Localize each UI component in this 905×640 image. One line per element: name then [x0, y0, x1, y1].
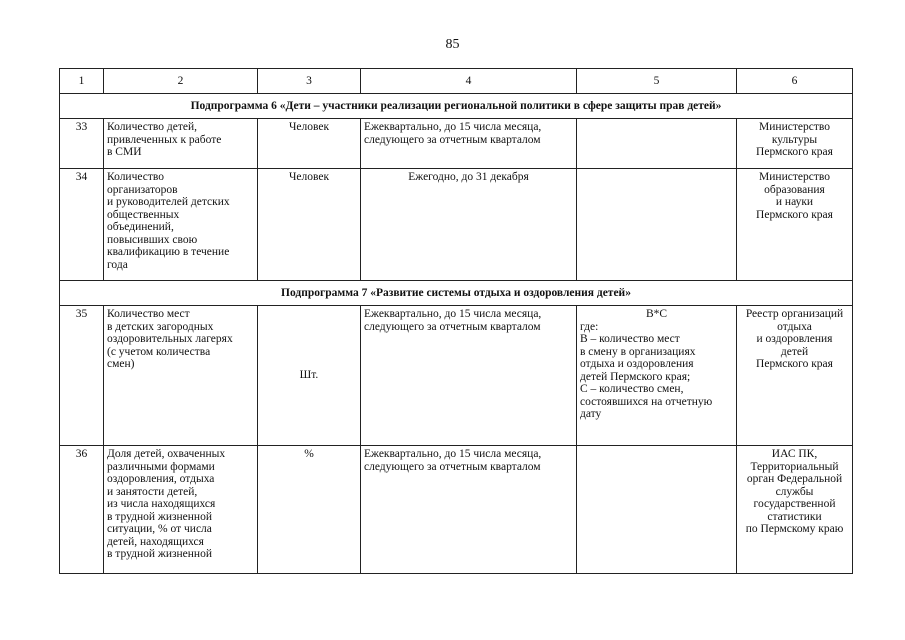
data-source: ИАС ПК, Территориальный орган Федеральной службы государственной статистики по Пермскому краю [737, 446, 853, 574]
formula [577, 169, 737, 281]
unit: Человек [258, 119, 361, 169]
column-number-3: 3 [258, 69, 361, 94]
row-number: 34 [60, 169, 104, 281]
unit: Человек [258, 169, 361, 281]
indicator-name: Количество мест в детских загородных оздоровительных лагерях (с учетом количества смен) [104, 306, 258, 446]
row-number: 33 [60, 119, 104, 169]
term: Ежегодно, до 31 декабря [361, 169, 577, 281]
term: Ежеквартально, до 15 числа месяца, следующего за отчетным кварталом [361, 306, 577, 446]
term: Ежеквартально, до 15 числа месяца, следующего за отчетным кварталом [361, 119, 577, 169]
formula [577, 119, 737, 169]
data-source: Министерство культуры Пермского края [737, 119, 853, 169]
row-number: 36 [60, 446, 104, 574]
section-row [60, 94, 853, 119]
term: Ежеквартально, до 15 числа месяца, следующего за отчетным кварталом [361, 446, 577, 574]
section-row [60, 281, 853, 306]
table-row [60, 446, 853, 574]
indicator-name: Количество детей, привлеченных к работе в СМИ [104, 119, 258, 169]
column-number-2: 2 [104, 69, 258, 94]
indicator-name: Доля детей, охваченных различными формами оздоровления, отдыха и занятости детей, из числа находящихся в трудной жизненной ситуации, % от числа детей, находящихся в трудной жизненной [104, 446, 258, 574]
column-number-6: 6 [737, 69, 853, 94]
indicators-table [59, 68, 853, 574]
unit: % [258, 446, 361, 574]
formula-expression: В*С [645, 308, 668, 320]
data-source: Министерство образования и науки Пермского края [737, 169, 853, 281]
column-number-4: 4 [361, 69, 577, 94]
column-number-1: 1 [60, 69, 104, 94]
section-title: Подпрограмма 6 «Дети – участники реализации региональной политики в сфере защиты прав детей» [60, 94, 853, 119]
row-number: 35 [60, 306, 104, 446]
section-title: Подпрограмма 7 «Развитие системы отдыха и оздоровления детей» [60, 281, 853, 306]
unit: Шт. [258, 306, 361, 446]
page-number: 85 [445, 37, 460, 52]
indicator-name: Количество организаторов и руководителей детских общественных объединений, повысивших свою квалификацию в течение года [104, 169, 258, 281]
table-row [60, 119, 853, 169]
column-number-5: 5 [577, 69, 737, 94]
formula: В*С где: В – количество мест в смену в организациях отдыха и оздоровления детей Пермского края; С – количество смен, состоявшихся на отчетную дату [577, 306, 737, 446]
column-number-row [60, 69, 853, 94]
data-source: Реестр организаций отдыха и оздоровления детей Пермского края [737, 306, 853, 446]
table-row [60, 169, 853, 281]
table-row [60, 306, 853, 446]
formula [577, 446, 737, 574]
